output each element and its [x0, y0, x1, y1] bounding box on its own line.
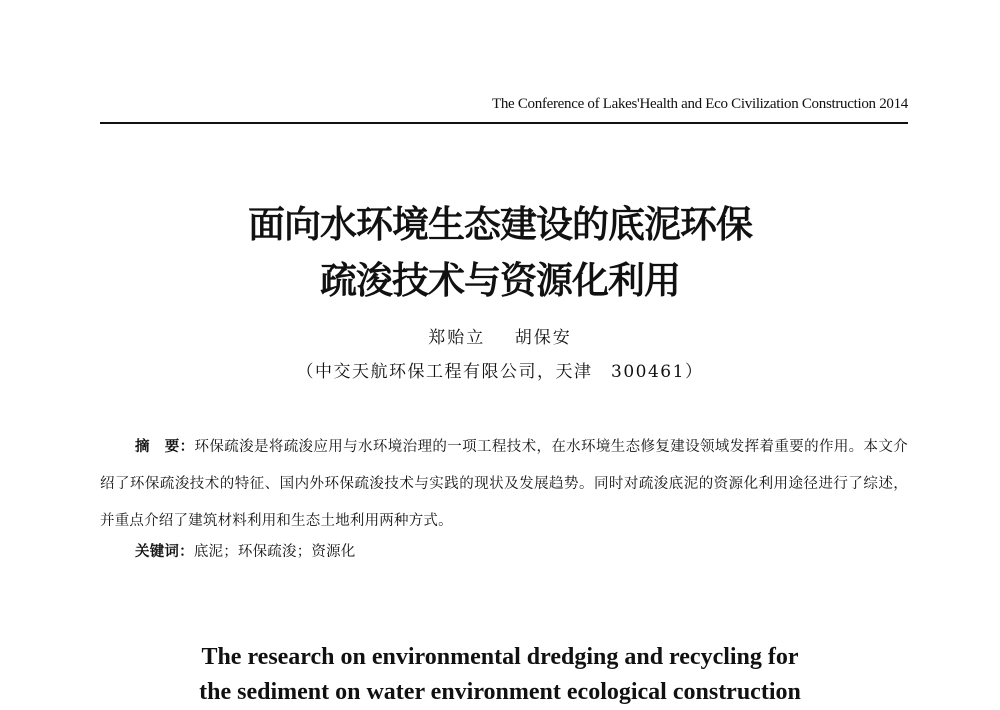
- abstract: [100, 429, 908, 540]
- paper-title-line-2: 疏浚技术与资源化利用: [320, 259, 680, 302]
- keywords-text: 底泥；环保疏浚；资源化: [193, 544, 356, 560]
- abstract-text: 环保疏浚是将疏浚应用与水环境治理的一项工程技术，在水环境生态修复建设领域发挥着重要的作用。本文介绍了环保疏浚技术的特征、国内外环保疏浚技术与实践的现状及发展趋势。同时对疏浚底泥的资源化利用途径进行了综述，并重点介绍了建筑材料利用和生态土地利用两种方式。: [100, 439, 908, 529]
- header-rule: [100, 122, 908, 124]
- keywords: [135, 540, 356, 561]
- english-title: [0, 640, 1000, 710]
- affiliation: （中交天航环保工程有限公司，天津 300461）: [296, 362, 704, 382]
- english-title-line-2: the sediment on water environment ecological construction: [199, 679, 801, 705]
- paper-title: [0, 197, 1000, 309]
- english-title-line-1: The research on environmental dredging and recycling for: [201, 644, 799, 670]
- paper-title-line-1: 面向水环境生态建设的底泥环保: [248, 203, 752, 246]
- author-list: [0, 323, 1000, 348]
- keywords-label: 关键词：: [135, 544, 194, 560]
- author-name: 郑贻立: [428, 328, 486, 348]
- author-name: 胡保安: [514, 328, 572, 348]
- abstract-label: 摘 要：: [135, 439, 195, 455]
- running-header: The Conference of Lakes'Health and Eco Civilization Construction 2014: [491, 96, 908, 112]
